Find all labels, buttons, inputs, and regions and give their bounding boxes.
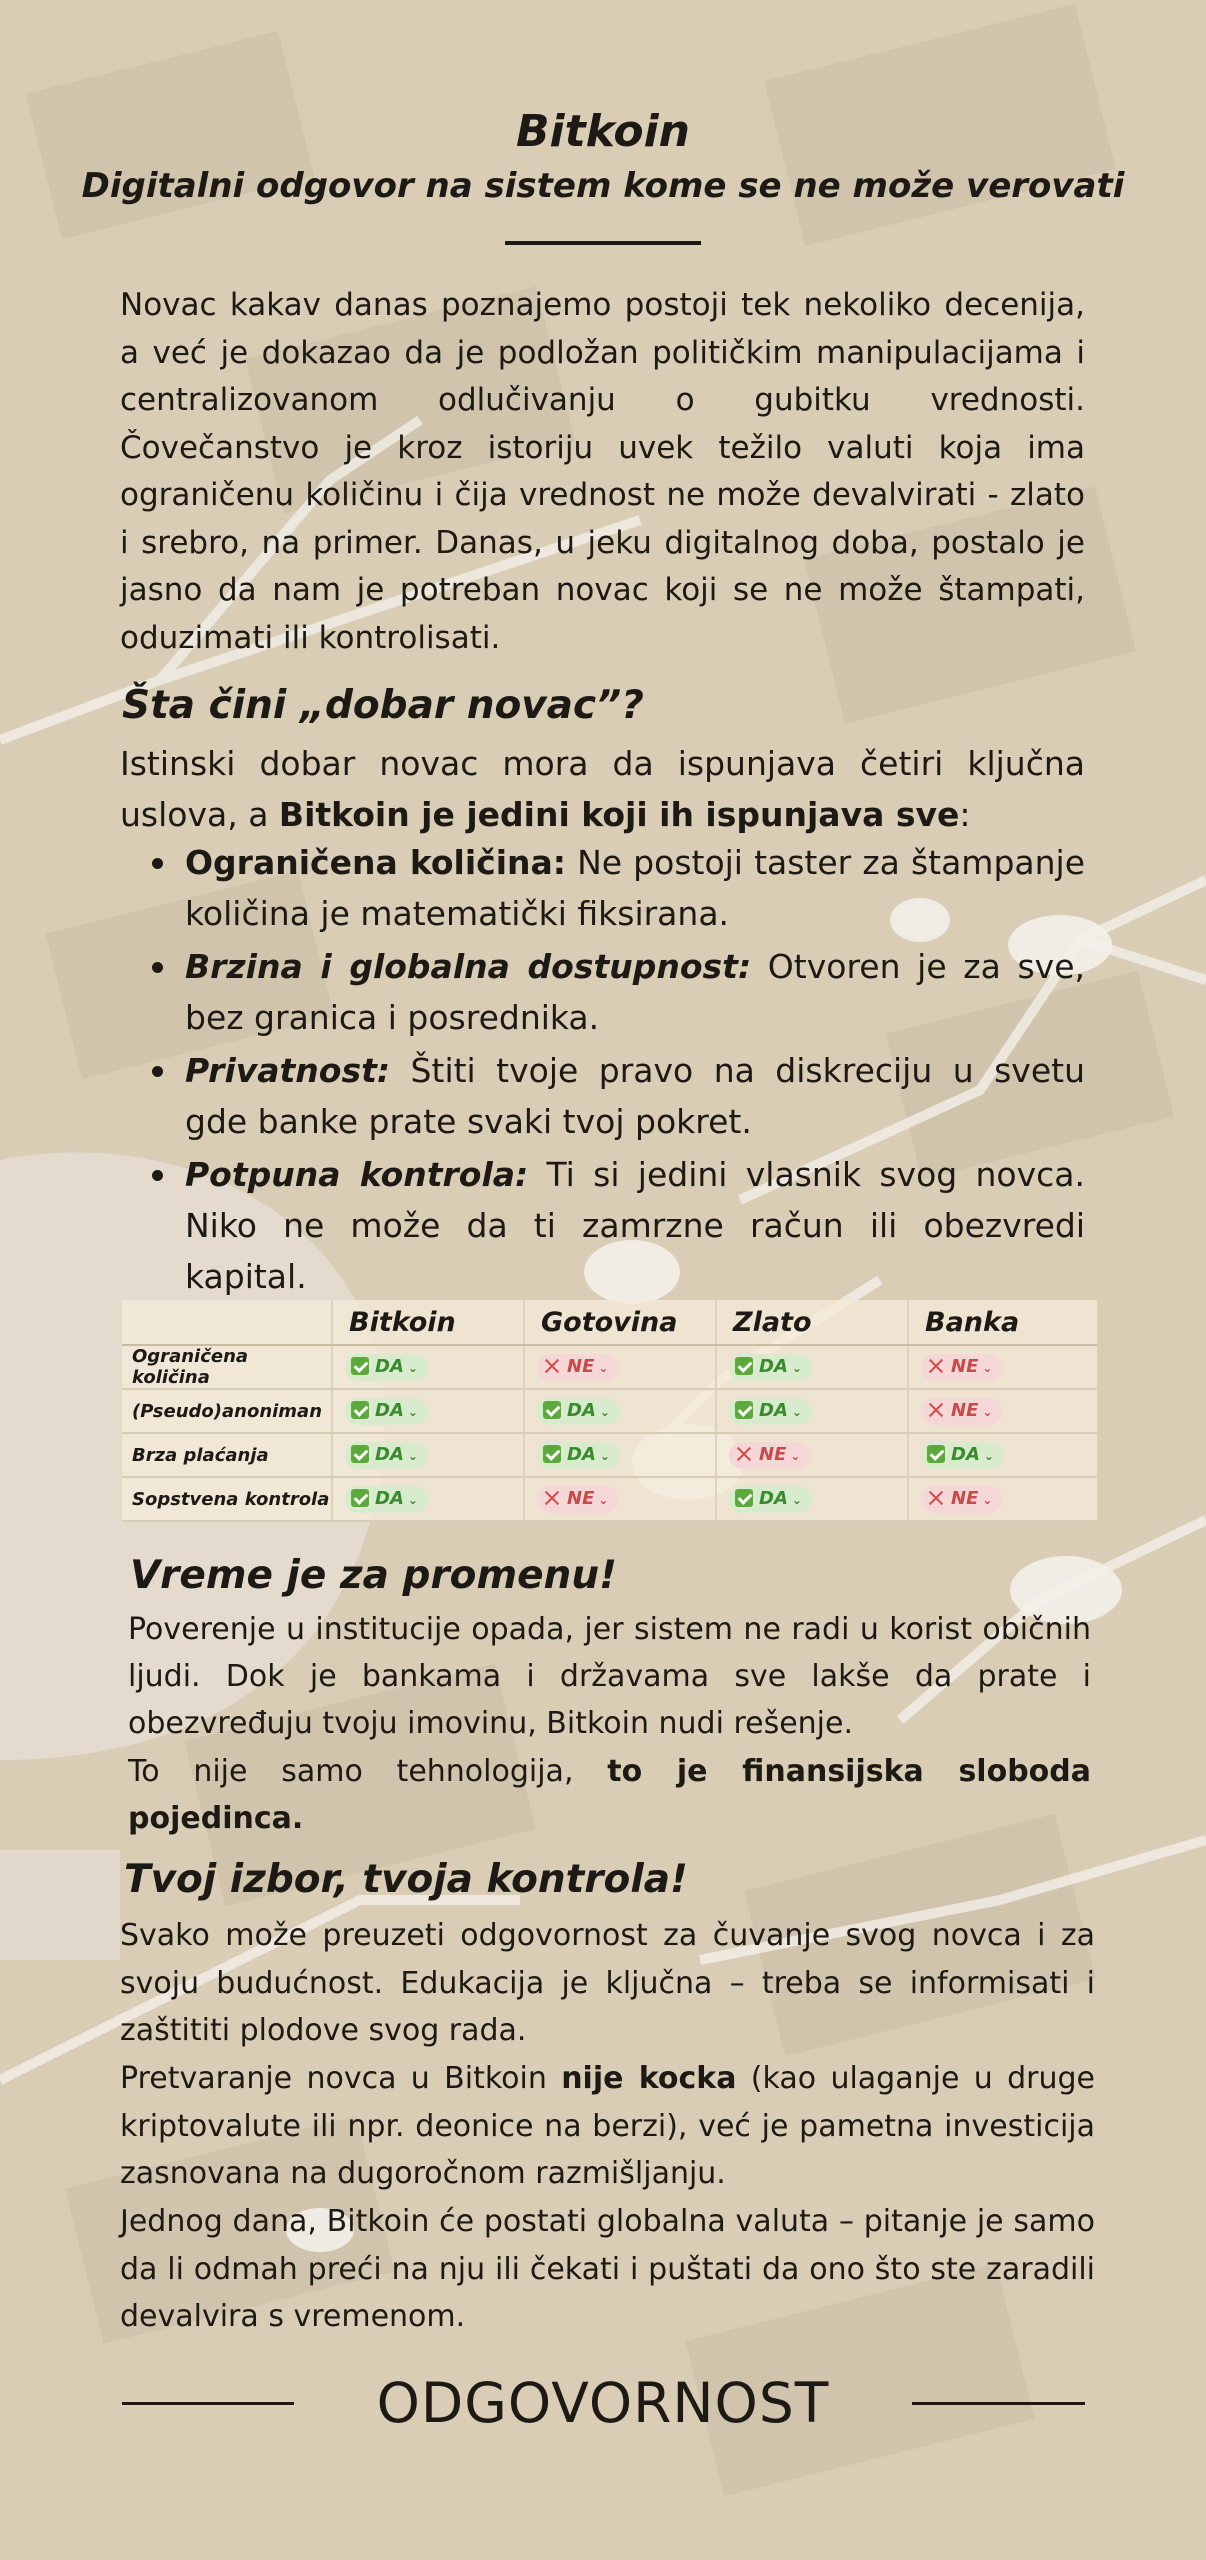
choice-paragraph-3: Jednog dana, Bitkoin će postati globalna valuta – pitanje je samo da li odmah preći na nju ili čekati i puštati da ono što ste zaradili devalvira s vremenom. — [120, 2204, 1095, 2334]
table-cell — [716, 1389, 908, 1433]
section-heading-good-money: Šta čini „dobar novac”? — [122, 683, 644, 728]
table-cell — [908, 1345, 1097, 1389]
footer-label: ODGOVORNOST — [376, 2371, 830, 2435]
change-paragraph-1: Poverenje u institucije opada, jer sistem ne radi u korist običnih ljudi. Dok je bankama i državama sve lakše da prate i obezvređuju tvoju imovinu, Bitkoin nudi rešenje. — [128, 1612, 1091, 1741]
cross-icon — [927, 1357, 945, 1375]
list-item-text: Ne postoji taster za štampanje količina je matematički fiksirana. — [185, 843, 1086, 933]
comparison-table — [122, 1300, 1097, 1522]
table-cell — [524, 1433, 716, 1477]
table-cell — [524, 1477, 716, 1521]
chevron-down-icon: ⌄ — [791, 1404, 802, 1419]
list-item-term: Ograničena količina: — [185, 843, 567, 882]
badge-label: NE — [567, 1355, 595, 1377]
cross-icon — [543, 1357, 561, 1375]
badge-label: DA — [567, 1443, 596, 1465]
chevron-down-icon: ⌄ — [598, 1492, 609, 1507]
badge-label: DA — [759, 1487, 788, 1509]
yes-badge[interactable] — [537, 1442, 620, 1469]
list-item-term: Privatnost: — [185, 1051, 391, 1090]
badge-label: NE — [567, 1487, 595, 1509]
badge-label: DA — [375, 1487, 404, 1509]
cross-icon — [927, 1489, 945, 1507]
section-heading-change: Vreme je za promenu! — [130, 1553, 617, 1598]
table-row-label: Sopstvena kontrola — [122, 1477, 332, 1521]
table-header-row — [122, 1300, 1097, 1345]
check-icon — [735, 1489, 753, 1507]
badge-label: DA — [375, 1399, 404, 1421]
badge-label: NE — [951, 1355, 979, 1377]
no-badge[interactable] — [537, 1354, 618, 1381]
comparison-table-body — [122, 1345, 1097, 1521]
section-lead-text: Istinski dobar novac mora da ispunjava četiri ključna uslova, a — [120, 744, 1085, 834]
chevron-down-icon: ⌄ — [407, 1360, 418, 1375]
title-divider — [505, 241, 701, 245]
yes-badge[interactable] — [729, 1398, 812, 1425]
yes-badge[interactable] — [345, 1442, 428, 1469]
badge-label: NE — [951, 1399, 979, 1421]
list-item-term: Brzina i globalna dostupnost: — [185, 947, 752, 986]
cross-icon — [735, 1445, 753, 1463]
check-icon — [351, 1489, 369, 1507]
table-header-banka: Banka — [908, 1300, 1097, 1345]
table-header-zlato: Zlato — [716, 1300, 908, 1345]
list-item — [120, 941, 1085, 1043]
table-header-empty — [122, 1300, 332, 1345]
check-icon — [351, 1445, 369, 1463]
no-badge[interactable] — [921, 1398, 1002, 1425]
list-item-text: Ti si jedini vlasnik svog novca. Niko ne može da ti zamrzne račun ili obezvredi kapital. — [185, 1155, 1085, 1296]
chevron-down-icon: ⌄ — [982, 1360, 993, 1375]
section-lead — [120, 738, 1085, 840]
check-icon — [543, 1401, 561, 1419]
choice-paragraph-2-bold: nije kocka — [561, 2061, 737, 2096]
choice-paragraph-2-text-a: Pretvaranje novca u Bitkoin — [120, 2061, 562, 2096]
yes-badge[interactable] — [729, 1354, 812, 1381]
table-cell — [716, 1477, 908, 1521]
table-row-label: (Pseudo)anoniman — [122, 1389, 332, 1433]
check-icon — [543, 1445, 561, 1463]
yes-badge[interactable] — [729, 1486, 812, 1513]
table-row — [122, 1389, 1097, 1433]
chevron-down-icon: ⌄ — [983, 1448, 994, 1463]
change-paragraph-2-bold: to je finansijska sloboda pojedinca. — [128, 1754, 1092, 1836]
no-badge[interactable] — [729, 1442, 810, 1469]
chevron-down-icon: ⌄ — [598, 1360, 609, 1375]
list-item — [120, 837, 1085, 939]
table-cell — [524, 1389, 716, 1433]
list-item — [120, 1149, 1085, 1302]
badge-label: DA — [567, 1399, 596, 1421]
no-badge[interactable] — [921, 1486, 1002, 1513]
table-row-label: Brza plaćanja — [122, 1433, 332, 1477]
chevron-down-icon: ⌄ — [599, 1448, 610, 1463]
page-title: Bitkoin — [516, 106, 690, 157]
intro-paragraph: Novac kakav danas poznajemo postoji tek nekoliko decenija, a već je dokazao da je podložan političkim manipulacijama i centralizovanom odlučivanju o gubitku vrednosti. Čovečanstvo je kroz istoriju uvek težilo valuti koja ima ograničenu količinu i čija vrednost ne može devalvirati - zlato i srebro, na primer. Danas, u jeku digitalnog doba, postalo je jasno da nam je potreban novac koji se ne može štampati, oduzimati ili kontrolisati. — [120, 287, 1085, 656]
chevron-down-icon: ⌄ — [791, 1492, 802, 1507]
section-heading-choice: Tvoj izbor, tvoja kontrola! — [124, 1857, 688, 1902]
no-badge[interactable] — [921, 1354, 1002, 1381]
yes-badge[interactable] — [345, 1354, 428, 1381]
badge-label: DA — [375, 1355, 404, 1377]
cross-icon — [543, 1489, 561, 1507]
table-row-label: Ograničena količina — [122, 1345, 332, 1389]
yes-badge[interactable] — [345, 1398, 428, 1425]
section-lead-bold: Bitkoin je jedini koji ih ispunjava sve — [278, 795, 960, 834]
change-paragraph-2-text: To nije samo tehnologija, — [128, 1754, 608, 1789]
choice-paragraph-2-text-b: (kao ulaganje u druge kriptovalute ili npr. deonice na berzi), već je pametna investicija zasnovana na dugoročnom razmišljanju. — [120, 2061, 1095, 2191]
table-cell — [332, 1345, 524, 1389]
table-cell — [524, 1345, 716, 1389]
table-header-gotovina: Gotovina — [524, 1300, 716, 1345]
badge-label: NE — [951, 1487, 979, 1509]
chevron-down-icon: ⌄ — [407, 1492, 418, 1507]
choice-paragraph-1: Svako može preuzeti odgovornost za čuvanje svog novca i za svoju budućnost. Edukacija je ključna – treba se informisati i zaštititi plodove svog rada. — [120, 1918, 1095, 2048]
badge-label: DA — [759, 1355, 788, 1377]
check-icon — [735, 1357, 753, 1375]
chevron-down-icon: ⌄ — [791, 1360, 802, 1375]
yes-badge[interactable] — [537, 1398, 620, 1425]
table-row — [122, 1477, 1097, 1521]
table-cell — [332, 1389, 524, 1433]
section-lead-end: : — [959, 795, 971, 834]
chevron-down-icon: ⌄ — [407, 1448, 418, 1463]
table-cell — [716, 1433, 908, 1477]
badge-label: DA — [951, 1443, 980, 1465]
table-cell — [908, 1477, 1097, 1521]
table-row — [122, 1433, 1097, 1477]
list-item-text: Otvoren je za sve, bez granica i posrednika. — [185, 947, 1085, 1037]
yes-badge[interactable] — [345, 1486, 428, 1513]
footer-divider-right — [912, 2402, 1085, 2405]
badge-label: DA — [375, 1443, 404, 1465]
no-badge[interactable] — [537, 1486, 618, 1513]
chevron-down-icon: ⌄ — [982, 1492, 993, 1507]
chevron-down-icon: ⌄ — [407, 1404, 418, 1419]
table-cell — [716, 1345, 908, 1389]
good-money-list — [120, 837, 1085, 1304]
list-item-text: Štiti tvoje pravo na diskreciju u svetu gde banke prate svaki tvoj pokret. — [185, 1051, 1085, 1141]
yes-badge[interactable] — [921, 1442, 1004, 1469]
choice-paragraph-2 — [120, 2055, 1095, 2198]
table-header-bitkoin: Bitkoin — [332, 1300, 524, 1345]
page-subtitle: Digitalni odgovor na sistem kome se ne može verovati — [81, 166, 1125, 206]
chevron-down-icon: ⌄ — [982, 1404, 993, 1419]
change-paragraph-2 — [128, 1748, 1091, 1842]
badge-label: NE — [759, 1443, 787, 1465]
check-icon — [351, 1401, 369, 1419]
table-cell — [908, 1433, 1097, 1477]
check-icon — [735, 1401, 753, 1419]
list-item-term: Potpuna kontrola: — [185, 1155, 529, 1194]
table-cell — [908, 1389, 1097, 1433]
badge-label: DA — [759, 1399, 788, 1421]
chevron-down-icon: ⌄ — [599, 1404, 610, 1419]
check-icon — [351, 1357, 369, 1375]
table-cell — [332, 1477, 524, 1521]
table-row — [122, 1345, 1097, 1389]
cross-icon — [927, 1401, 945, 1419]
chevron-down-icon: ⌄ — [790, 1448, 801, 1463]
check-icon — [927, 1445, 945, 1463]
table-cell — [332, 1433, 524, 1477]
list-item — [120, 1045, 1085, 1147]
